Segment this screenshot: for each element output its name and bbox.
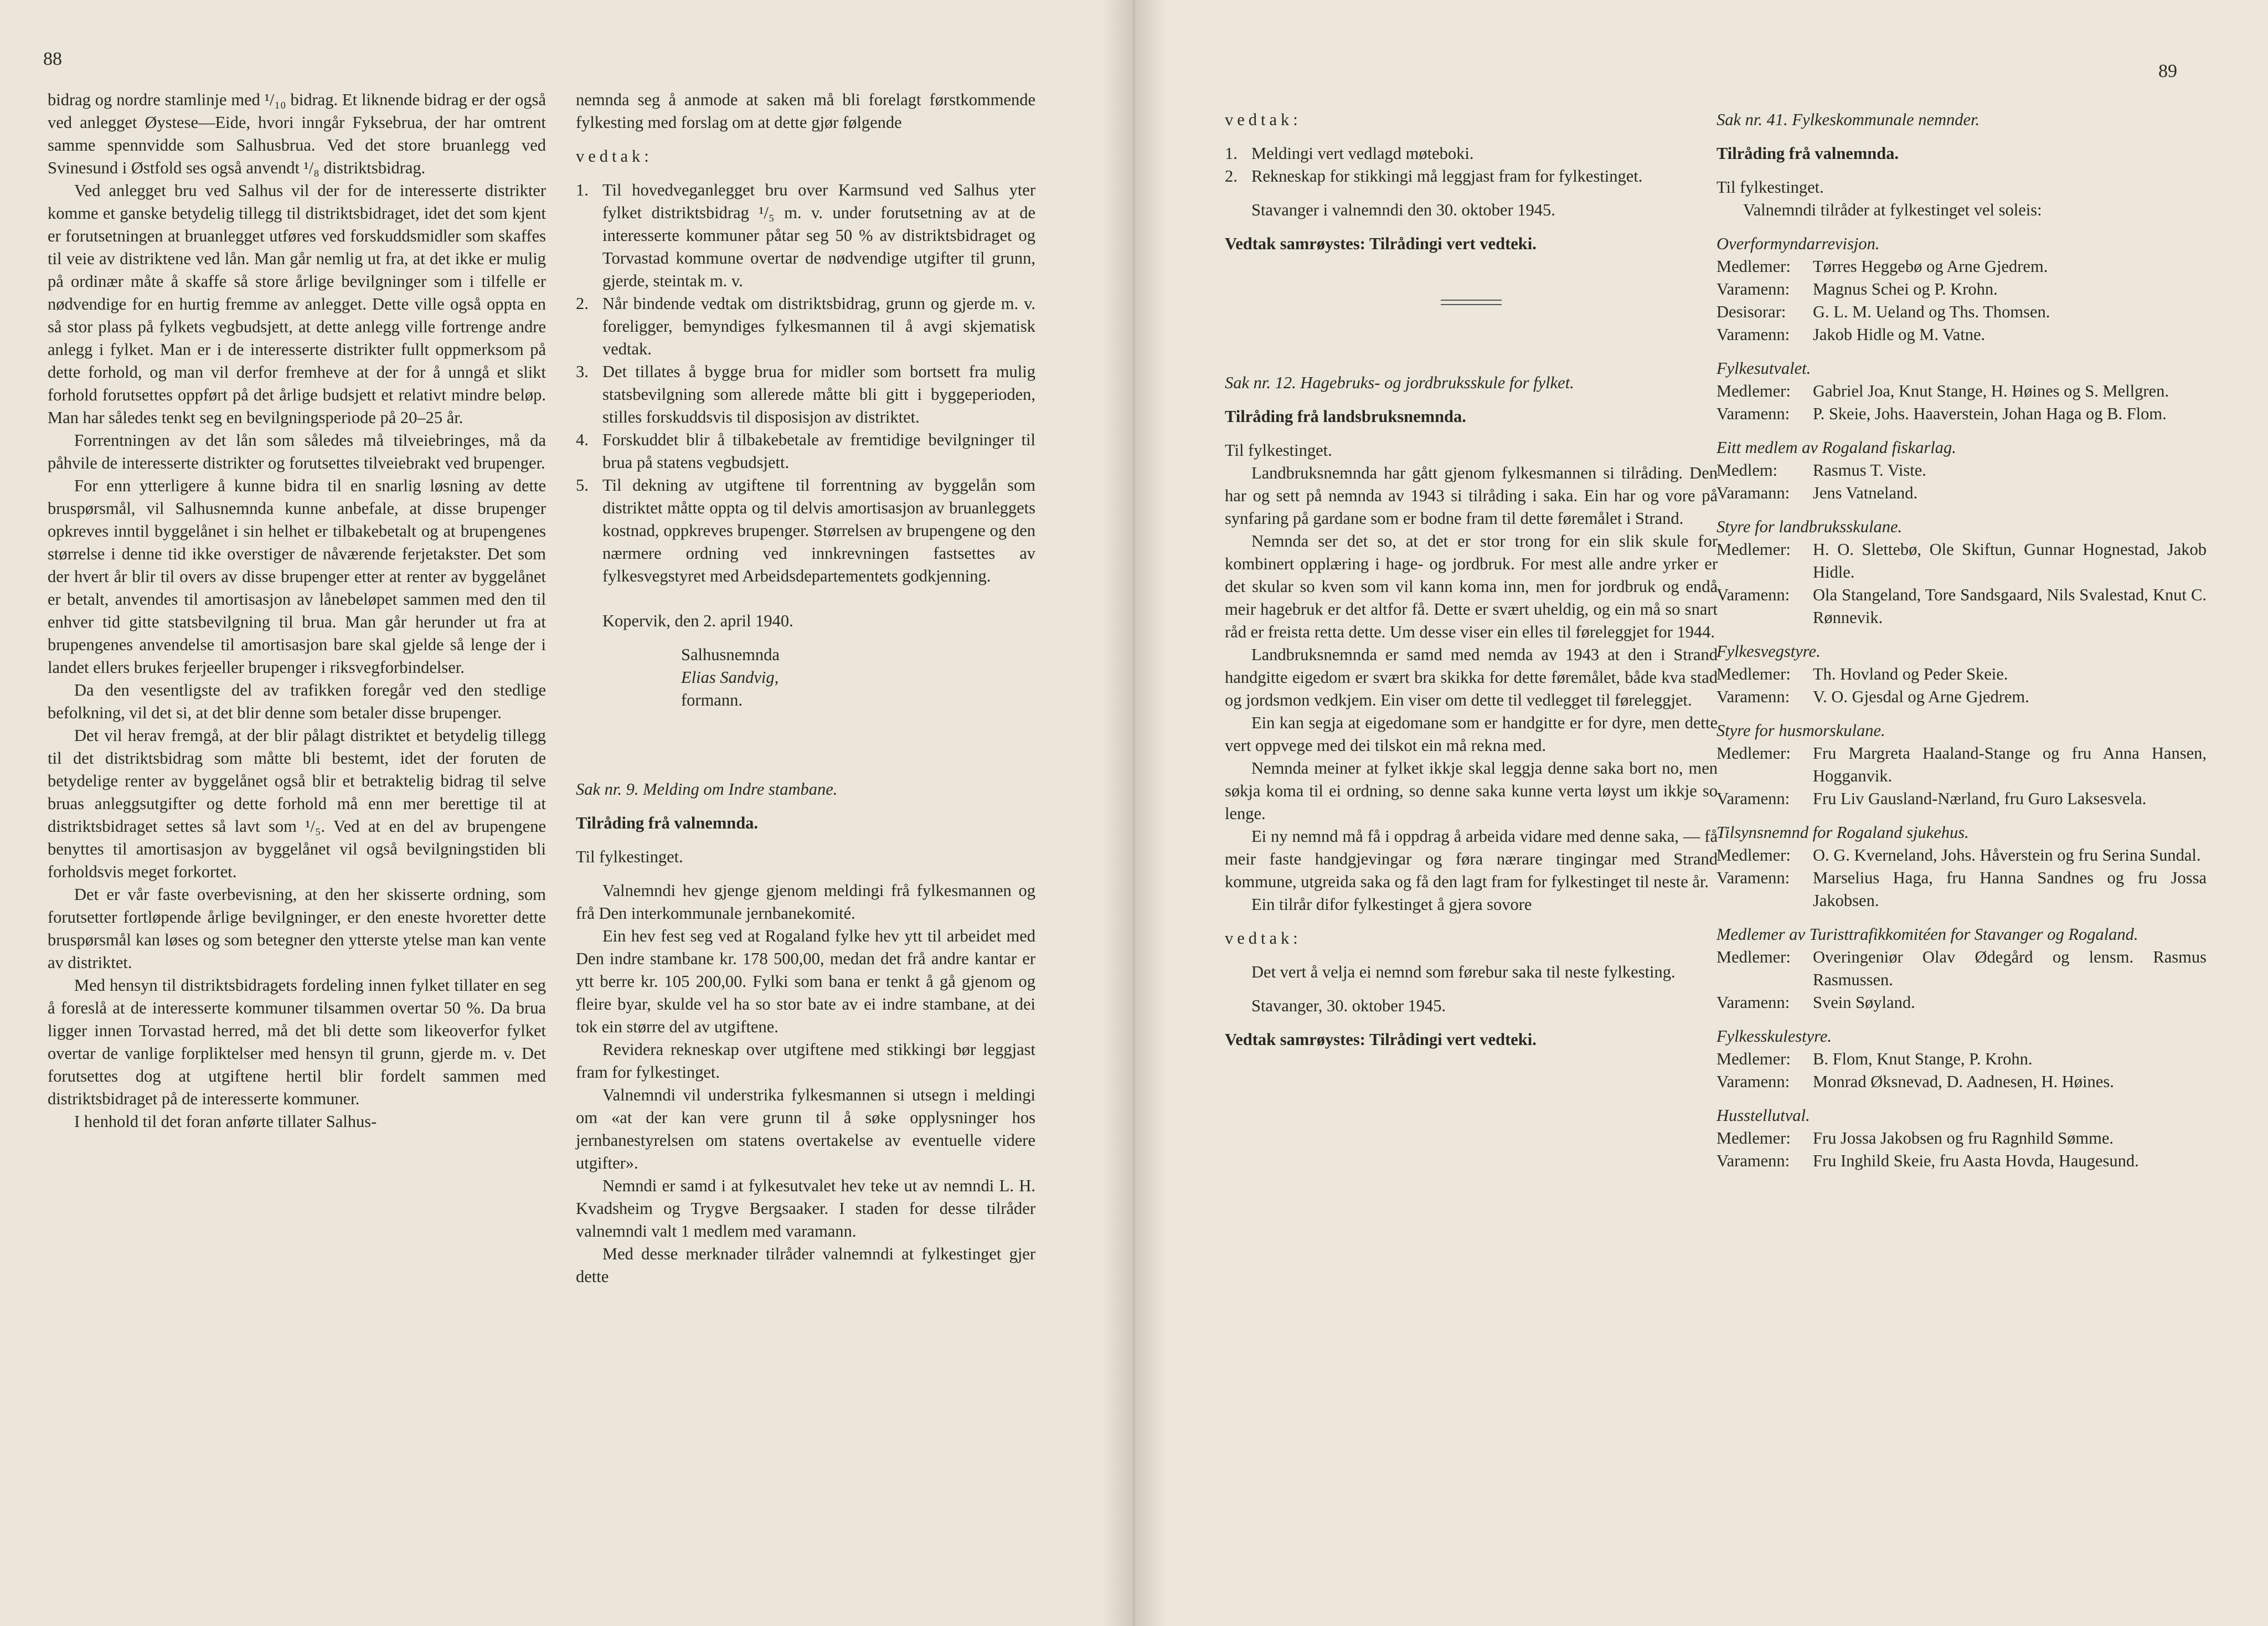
addressee: Til fylkestinget.	[1717, 178, 1824, 197]
member-names: Fru Inghild Skeie, fru Aasta Hovda, Haugesund.	[1813, 1151, 2139, 1170]
committee-heading: Fylkesutvalet.	[1717, 359, 1811, 378]
member-row	[1717, 584, 2207, 629]
signature-name: Elias Sandvig,	[681, 668, 779, 687]
paragraph: Forrentningen av det lån som således må tilveiebringes, må da påhvile de interesserte distrikter og forutsettes tilveiebrakt ved brupenger.	[48, 431, 546, 472]
member-row	[1717, 482, 2207, 505]
member-role-label: Medlemer:	[1717, 744, 1791, 763]
member-row	[1717, 1150, 2207, 1172]
conclusion: Vedtak samrøystes: Tilrådingi vert vedteki.	[1225, 1030, 1537, 1049]
paragraph: Valnemndi tilråder at fylkestinget vel soleis:	[1743, 200, 2042, 219]
book-gutter	[1102, 0, 1166, 1626]
committee-heading: Husstellutval.	[1717, 1106, 1810, 1125]
member-role-label: Medlemer:	[1717, 948, 1791, 966]
member-names: Monrad Øksnevad, D. Aadnesen, H. Høines.	[1813, 1072, 2114, 1091]
member-names: Tørres Heggebø og Arne Gjedrem.	[1813, 257, 2048, 276]
member-row	[1717, 991, 2207, 1014]
paragraph: Nemnda ser det so, at det er stor trong for ein slik skule for kombinert opplæring i hage- og jordbruk. For mest alle andre yrker er det skular so kven som vil kann koma inn, men for jordbruk og endå meir hagebruk er det altfor få. Dette er svært uheldig, og ein må so snart råd er freista retta dette. Um desse viser ein elles til føreleggjet for 1944.	[1225, 532, 1718, 641]
member-role-label: Varamenn:	[1717, 280, 1790, 299]
member-row	[1717, 459, 2207, 482]
committee-heading: Fylkesvegstyre.	[1717, 642, 1821, 661]
list-item: 1. Meldingi vert vedlagd møteboki.	[1225, 144, 1474, 163]
member-row	[1717, 1071, 2207, 1093]
member-names: Jens Vatneland.	[1813, 483, 1918, 502]
committee-heading: Fylkesskulestyre.	[1717, 1027, 1832, 1046]
paragraph: Med desse merknader tilråder valnemndi at fylkestinget gjer dette	[576, 1244, 1035, 1286]
paragraph: bidrag og nordre stamlinje med ¹/₁₀ bidrag. Et liknende bidrag er der også ved anlegget Øystese—Eide, hvori inngår Fyksebrua, der har omtrent samme spennvidde som Salhusbrua. Ved det store bruanlegg ved Svinesund i Østfold ses også anvendt ¹/₈ distriktsbidrag.	[48, 90, 546, 177]
member-row	[1717, 403, 2207, 425]
member-row	[1717, 1127, 2207, 1150]
member-names: Fru Liv Gausland-Nærland, fru Guro Laksesvela.	[1813, 789, 2147, 808]
paragraph: Da den vesentligste del av trafikken foregår ved den stedlige befolkning, vil det si, at det blir denne som betaler disse brupenger.	[48, 681, 546, 722]
committee-heading: Styre for landbruksskulane.	[1717, 517, 1903, 536]
member-names: Fru Margreta Haaland-Stange og fru Anna Hansen, Hogganvik.	[1813, 744, 2207, 785]
member-row	[1717, 278, 2207, 301]
member-names: Ola Stangeland, Tore Sandsgaard, Nils Svalestad, Knut C. Rønnevik.	[1813, 585, 2207, 627]
member-row	[1717, 1048, 2207, 1071]
right-page-column-1	[1225, 109, 1718, 1051]
left-page-column-2	[576, 89, 1035, 1288]
page-number-left: 88	[43, 49, 62, 69]
section-title: Sak nr. 12. Hagebruks- og jordbruksskule for fylket.	[1225, 373, 1574, 392]
paragraph: Valnemndi vil understrika fylkesmannen si utsegn i meldingi om «at der kan vere grunn til å søke opplysninger hos jernbanestyrelsen om statens overtakelse av eventuelle videre utgifter».	[576, 1085, 1035, 1172]
member-role-label: Medlemer:	[1717, 665, 1791, 683]
paragraph: Revidera rekneskap over utgiftene med stikkingi bør leggjast fram for fylkestinget.	[576, 1040, 1035, 1082]
paragraph: Det vert å velja ei nemnd som førebur saka til neste fylkesting.	[1251, 963, 1676, 981]
vedtak-list	[576, 179, 1035, 588]
member-row	[1717, 323, 2207, 346]
member-role-label: Varamenn:	[1717, 325, 1790, 344]
member-row	[1717, 788, 2207, 810]
vedtak-heading: vedtak:	[1225, 929, 1302, 948]
divider	[1441, 300, 1502, 305]
member-names: Th. Hovland og Peder Skeie.	[1813, 665, 2008, 683]
paragraph: Ved anlegget bru ved Salhus vil der for de interesserte distrikter komme et ganske betydelig tillegg til distriktsbidraget, idet det som kjent er forutsetningen at bruanlegget utføres ved forskuddsmidler som skaffes til veie av distriktene ved lån. Man går nemlig ut fra, at det ikke er mulig på ordinær måte å skaffe så store årlige bevilgninger som i tilfelle er nødvendige for en hurtig fremme av anlegget. Dette ville også oppta en så stor plass på fylkets vegbudsjett, at dette anlegg ville fortrenge andre anlegg i fylket. Man er i de interesserte distrikter fullt oppmerksom på dette forhold, og man vil derfor fremheve at der for å unngå et slikt forhold forutsettes oppført på det årlige budsjett et relativt mindre beløp. Man har således tenkt seg en bevilgningsperiode på 20–25 år.	[48, 181, 546, 427]
paragraph: Ein kan segja at eigedomane som er handgitte er for dyre, men dette vert oppvege med dei tilskot ein må rekna med.	[1225, 713, 1718, 755]
member-names: V. O. Gjesdal og Arne Gjedrem.	[1813, 687, 2029, 706]
paragraph: I henhold til det foran anførte tillater Salhus-	[74, 1112, 377, 1131]
section-heading: Tilråding frå valnemnda.	[1717, 144, 1899, 163]
member-row	[1717, 538, 2207, 584]
member-role-label: Medlemer:	[1717, 1049, 1791, 1068]
paragraph: Nemndi er samd i at fylkesutvalet hev teke ut av nemndi L. H. Kvadsheim og Trygve Bergsaaker. I staden for desse tilråder valnemndi valt 1 medlem med varamann.	[576, 1176, 1035, 1241]
member-names: B. Flom, Knut Stange, P. Krohn.	[1813, 1049, 2033, 1068]
member-row	[1717, 844, 2207, 867]
member-role-label: Varamenn:	[1717, 993, 1790, 1012]
paragraph: Ein hev fest seg ved at Rogaland fylke hev ytt til arbeidet med Den indre stambane kr. 178 500,00, medan det frå andre kantar er ytt berre kr. 105 200,00. Fylki som bana er tenkt å gå gjenom og fleire byar, skulde vel ha so stor bate av ei indre stambane, at dei tok ein større del av utgiftene.	[576, 927, 1035, 1036]
member-row	[1717, 946, 2207, 991]
paragraph: Landbruksnemnda har gått gjenom fylkesmannen si tilråding. Den har og sett på nemnda av 1943 si tilråding i saka. Ein har og vore på synfaring på gardane som er bodne fram til dette føremålet i Strand.	[1225, 464, 1718, 528]
member-names: O. G. Kverneland, Johs. Håverstein og fru Serina Sundal.	[1813, 846, 2201, 865]
member-row	[1717, 686, 2207, 708]
paragraph: Det er vår faste overbevisning, at den her skisserte ordning, som forutsetter fortløpende årlige bevilgninger, er den eneste hvoretter dette bruspørsmål kan løses og som betegner den ytterste ytelse man kan vente av distriktet.	[48, 885, 546, 972]
member-role-label: Varamenn:	[1717, 404, 1790, 423]
list-item: 3. Det tillates å bygge brua for midler som bortsett fra mulig statsbevilgning som allerede måtte bli gitt i byggeperioden, stilles forskuddsvis til disposisjon av distriktet.	[576, 362, 1035, 426]
committee-heading: Tilsynsnemnd for Rogaland sjukehus.	[1717, 823, 1969, 842]
vedtak-list	[1225, 142, 1718, 188]
member-row	[1717, 301, 2207, 323]
member-names: Magnus Schei og P. Krohn.	[1813, 280, 1998, 299]
section-heading: Tilråding frå valnemnda.	[576, 814, 759, 832]
conclusion: Vedtak samrøystes: Tilrådingi vert vedteki.	[1225, 234, 1537, 253]
paragraph: For enn ytterligere å kunne bidra til en snarlig løsning av dette bruspørsmål, vil Salhusnemnda kunne anbefale, at disse brupenger opkreves inntil byggelånet i sin helhet er tilbakebetalt og at brupengenes størrelse i denne tid ikke overstiger de nåværende ferjetakster. Det som der hvert år blir til overs av disse brupenger etter at renter av byggelånet er betalt, anvendes til amortisasjon av lånebeløpet sammen med den til enhver tid gitte statsbevilgning til brua. Man går herunder ut fra at brupengenes anvendelse til amortisasjon bare skal gjelde så lenge der i landet ellers brukes ferjeeller brupenger i riksvegforbindelser.	[48, 476, 546, 677]
list-item: 5. Til dekning av utgiftene til forrentning av byggelån som distriktet måtte oppta og til delvis amortisasjon av bruanleggets kostnad, oppkreves brupenger. Størrelsen av brupengene og den nærmere ordning ved innkrevningen fastsettes av fylkesvegstyret med Arbeidsdepartementets godkjenning.	[576, 476, 1035, 585]
member-names: Svein Søyland.	[1813, 993, 1915, 1012]
member-role-label: Varamann:	[1717, 483, 1790, 502]
member-names: Jakob Hidle og M. Vatne.	[1813, 325, 1986, 344]
place-date: Stavanger, 30. oktober 1945.	[1251, 996, 1446, 1015]
member-role-label: Medlemer:	[1717, 257, 1791, 276]
page-number-right: 89	[2158, 61, 2177, 81]
section-heading: Tilråding frå landsbruksnemnda.	[1225, 407, 1466, 426]
vedtak-heading: vedtak:	[576, 147, 653, 166]
member-row	[1717, 380, 2207, 403]
member-names: Fru Jossa Jakobsen og fru Ragnhild Sømme.	[1813, 1129, 2114, 1148]
committee-list	[1717, 222, 2207, 1172]
list-item: 2. Når bindende vedtak om distriktsbidrag, grunn og gjerde m. v. foreligger, bemyndiges fylkesmannen til å avgi skjematisk vedtak.	[576, 294, 1035, 358]
list-item: 2. Rekneskap for stikkingi må leggjast fram for fylkestinget.	[1225, 167, 1643, 186]
member-names: Overingeniør Olav Ødegård og lensm. Rasmus Rasmussen.	[1813, 948, 2207, 989]
committee-heading: Overformyndarrevisjon.	[1717, 234, 1880, 253]
vedtak-heading: vedtak:	[1225, 110, 1302, 129]
right-page-column-2	[1717, 109, 2207, 1172]
list-item: 1. Til hovedveganlegget bru over Karmsund ved Salhus yter fylket distriktsbidrag ¹/₅ m. v. under forutsetning av at de interesserte kommuner påtar seg 50 % av distriktsbidraget og Torvastad kommune overtar de nødvendige utgifter til grunn, gjerde, steintak m. v.	[576, 181, 1035, 290]
section-title: Sak nr. 41. Fylkeskommunale nemnder.	[1717, 110, 1980, 129]
member-role-label: Varamenn:	[1717, 687, 1790, 706]
committee-heading: Styre for husmorskulane.	[1717, 721, 1885, 740]
member-names: Rasmus T. Viste.	[1813, 461, 1926, 480]
place-date: Stavanger i valnemndi den 30. oktober 1945.	[1251, 200, 1555, 219]
member-role-label: Medlemer:	[1717, 846, 1791, 865]
paragraph: Landbruksnemnda er samd med nemda av 1943 at den i Strand handgitte eigedom er svært bra skikka for dette føremålet, både kva stad og jordsmon vedkjem. Ein viser om dette til vedlegget til føreleggjet.	[1225, 645, 1718, 709]
paragraph: Ei ny nemnd må få i oppdrag å arbeida vidare med denne saka, — få meir faste handgjevingar og føra nærare tingingar med Strand kommune, utgreida saka og få den lagt fram for fylkestinget til neste år.	[1225, 827, 1718, 891]
member-names: P. Skeie, Johs. Haaverstein, Johan Haga og B. Flom.	[1813, 404, 2167, 423]
paragraph: Med hensyn til distriktsbidragets fordeling innen fylket tillater en seg å foreslå at de interesserte kommuner tilsammen overtar 50 %. Da brua ligger innen Torvastad herred, må det bli dette som likeoverfor fylket overtar de vanlige forpliktelser med hensyn til grunn, gjerde m. v. Det forutsettes dog at utgiftene hertil blir fordelt sammen med distriktsbidraget på de interesserte kommuner.	[48, 976, 546, 1108]
paragraph: Det vil herav fremgå, at der blir pålagt distriktet et betydelig tillegg til det distriktsbidrag som måtte bli bestemt, idet der foruten de betydelige renter av byggelånet også blir et betraktelig bidrag til selve bruas anleggsutgifter og dette forhold må enn mer berettige til at distriktsbidraget settes så lavt som ¹/₅. Ved at en del av brupengene benyttes til amortisasjon av byggelånet vil også bevilgningstiden bli forholdsvis meget forkortet.	[48, 726, 546, 881]
member-role-label: Medlem:	[1717, 461, 1778, 480]
member-row	[1717, 663, 2207, 686]
member-role-label: Varamenn:	[1717, 585, 1790, 604]
addressee: Til fylkestinget.	[1225, 441, 1332, 460]
member-names: Gabriel Joa, Knut Stange, H. Høines og S. Mellgren.	[1813, 382, 2169, 400]
member-role-label: Varamenn:	[1717, 1072, 1790, 1091]
member-role-label: Medlemer:	[1717, 382, 1791, 400]
member-row	[1717, 255, 2207, 278]
paragraph: Nemnda meiner at fylket ikkje skal leggja denne saka bort no, men søkja koma til ei ordning, so denne saka kunne verta løyst um ikkje so lenge.	[1225, 759, 1718, 823]
place-date: Kopervik, den 2. april 1940.	[602, 611, 793, 630]
committee-heading: Medlemer av Turisttrafikkomitéen for Stavanger og Rogaland.	[1717, 925, 2138, 944]
member-names: H. O. Slettebø, Ole Skiftun, Gunnar Hognestad, Jakob Hidle.	[1813, 540, 2207, 582]
member-names: G. L. M. Ueland og Ths. Thomsen.	[1813, 302, 2050, 321]
paragraph: Ein tilrår difor fylkestinget å gjera sovore	[1251, 895, 1532, 914]
member-role-label: Varamenn:	[1717, 789, 1790, 808]
right-page	[1134, 0, 2268, 1626]
committee-heading: Eitt medlem av Rogaland fiskarlag.	[1717, 438, 1956, 457]
signature-org: Salhusnemnda	[681, 645, 780, 664]
member-row	[1717, 742, 2207, 788]
paragraph: nemnda seg å anmode at saken må bli forelagt førstkommende fylkesting med forslag om at dette gjør følgende	[576, 90, 1035, 132]
member-row	[1717, 867, 2207, 912]
paragraph: Valnemndi hev gjenge gjenom meldingi frå fylkesmannen og frå Den interkommunale jernbanekomité.	[576, 881, 1035, 923]
section-title: Sak nr. 9. Melding om Indre stambane.	[576, 780, 838, 799]
member-names: Marselius Haga, fru Hanna Sandnes og fru Jossa Jakobsen.	[1813, 868, 2207, 910]
member-role-label: Medlemer:	[1717, 1129, 1791, 1148]
left-page-column-1	[48, 89, 546, 1133]
member-role-label: Varamenn:	[1717, 868, 1790, 887]
list-item: 4. Forskuddet blir å tilbakebetale av fremtidige bevilgninger til brua på statens vegbudsjett.	[576, 430, 1035, 472]
member-role-label: Desisorar:	[1717, 302, 1786, 321]
addressee: Til fylkestinget.	[576, 847, 683, 866]
member-role-label: Medlemer:	[1717, 540, 1791, 559]
signature-title: formann.	[681, 691, 743, 709]
member-role-label: Varamenn:	[1717, 1151, 1790, 1170]
